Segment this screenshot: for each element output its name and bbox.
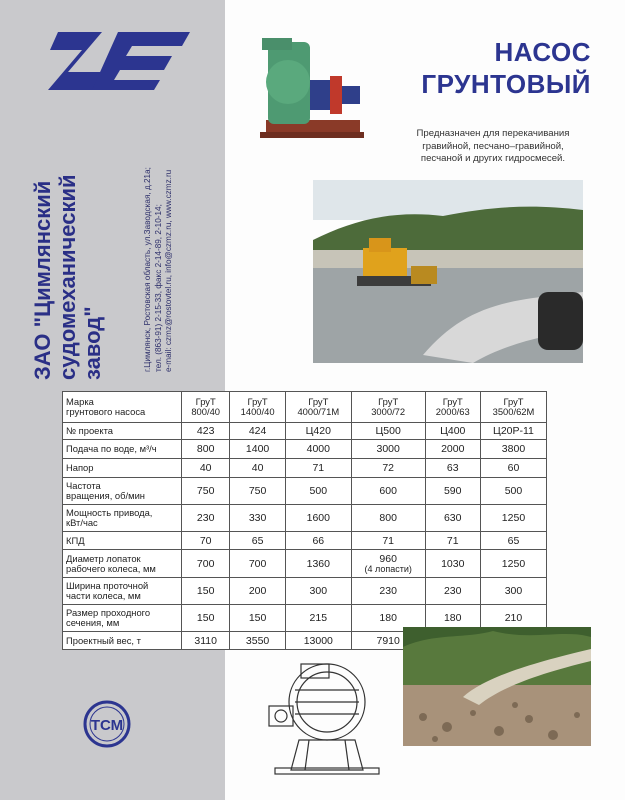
table-cell: Ц500 — [351, 423, 425, 440]
table-cell: 1250 — [480, 505, 546, 532]
title-line1: НАСОС — [494, 37, 591, 67]
table-row — [63, 440, 547, 459]
table-cell: 66 — [285, 532, 351, 550]
table-row — [63, 550, 547, 578]
table-cell: 40 — [182, 459, 230, 478]
table-header-row — [63, 392, 547, 423]
row-label: КПД — [63, 532, 182, 550]
table-cell: 180 — [425, 605, 480, 632]
table-cell: 71 — [285, 459, 351, 478]
table-cell: 3000 — [351, 440, 425, 459]
table-cell: 590 — [425, 478, 480, 505]
table-cell: 180 — [351, 605, 425, 632]
table-cell: 750 — [230, 478, 285, 505]
table-cell: 750 — [182, 478, 230, 505]
table-cell: 150 — [230, 605, 285, 632]
table-cell: 3550 — [230, 632, 285, 650]
table-cell: 4000 — [285, 440, 351, 459]
table-cell: 230 — [425, 578, 480, 605]
column-header: ГруТ 3000/72 — [351, 392, 425, 423]
table-cell: 65 — [230, 532, 285, 550]
table-cell: Ц400 — [425, 423, 480, 440]
row-label: Мощность привода, кВт/час — [63, 505, 182, 532]
company-name-line2: судомеханический — [55, 174, 80, 380]
table-row — [63, 459, 547, 478]
table-row — [63, 532, 547, 550]
cell-value: 960 — [379, 552, 397, 565]
table-cell: 150 — [182, 578, 230, 605]
description-line2: гравийной, песчано–гравийной, — [422, 140, 564, 152]
row-label: Диаметр лопаток рабочего колеса, мм — [63, 550, 182, 578]
table-cell: 630 — [425, 505, 480, 532]
company-name — [30, 95, 105, 380]
table-cell: 65 — [480, 532, 546, 550]
table-cell: Ц20Р-11 — [480, 423, 546, 440]
page-title — [421, 36, 591, 100]
table-cell: 40 — [230, 459, 285, 478]
company-address — [143, 107, 175, 372]
table-cell: 1250 — [480, 550, 546, 578]
address-line2: тел. (863-91) 2-15-33, факс 2-14-89, 2-10-14; — [153, 204, 163, 372]
address-line1: г.Цимлянск, Ростовская область, ул.Заводская, д.21а; — [143, 167, 152, 372]
table-cell: 500 — [285, 478, 351, 505]
table-cell: 3110 — [182, 632, 230, 650]
column-header: ГруТ 3500/62М — [480, 392, 546, 423]
table-row — [63, 423, 547, 440]
row-label: Подача по воде, м³/ч — [63, 440, 182, 459]
table-cell: 1360 — [285, 550, 351, 578]
row-label: Размер проходного сечения, мм — [63, 605, 182, 632]
table-cell: 13000 — [285, 632, 351, 650]
table-cell — [351, 550, 425, 578]
table-cell: 70 — [182, 532, 230, 550]
table-row — [63, 478, 547, 505]
table-cell: 230 — [351, 578, 425, 605]
table-cell: 150 — [182, 605, 230, 632]
gravel-photo — [403, 627, 591, 746]
table-row — [63, 578, 547, 605]
table-row — [63, 505, 547, 532]
table-cell: 71 — [425, 532, 480, 550]
table-cell: 424 — [230, 423, 285, 440]
table-cell: 215 — [285, 605, 351, 632]
row-label: Напор — [63, 459, 182, 478]
row-label: Частота вращения, об/мин — [63, 478, 182, 505]
table-cell: 210 — [480, 605, 546, 632]
row-label: Ширина проточной части колеса, мм — [63, 578, 182, 605]
column-header: ГруТ 2000/63 — [425, 392, 480, 423]
table-cell: 300 — [285, 578, 351, 605]
table-cell: 7910 — [351, 632, 425, 650]
address-line3: e-mail: czmz@rostovtel.ru, info@czmz.ru, www.czmz.ru — [164, 169, 173, 372]
column-header: ГруТ 800/40 — [182, 392, 230, 423]
row-label: Проектный вес, т — [63, 632, 182, 650]
table-cell: 72 — [351, 459, 425, 478]
description-line1: Предназначен для перекачивания — [416, 128, 570, 139]
table-cell: 800 — [351, 505, 425, 532]
table-cell: 1030 — [425, 550, 480, 578]
table-cell: 1600 — [285, 505, 351, 532]
pump-drawing-icon — [265, 650, 385, 776]
table-cell: 600 — [351, 478, 425, 505]
table-cell: 700 — [182, 550, 230, 578]
table-cell: 300 — [480, 578, 546, 605]
description-line3: песчаной и других гидросмесей. — [420, 153, 566, 164]
title-line2: ГРУНТОВЫЙ — [421, 69, 591, 99]
table-cell: 3800 — [480, 440, 546, 459]
table-cell: 71 — [351, 532, 425, 550]
row-label: № проекта — [63, 423, 182, 440]
pump-photo — [258, 28, 366, 146]
company-logo-icon — [40, 26, 200, 96]
cell-note: (4 лопасти) — [364, 563, 412, 574]
table-cell: 200 — [230, 578, 285, 605]
table-cell: 330 — [230, 505, 285, 532]
column-header: ГруТ 4000/71М — [285, 392, 351, 423]
table-cell: Ц420 — [285, 423, 351, 440]
column-header: ГруТ 1400/40 — [230, 392, 285, 423]
table-cell: 700 — [230, 550, 285, 578]
table-cell: 230 — [182, 505, 230, 532]
company-name-line1: ЗАО "Цимлянский — [30, 180, 55, 380]
table-cell: 500 — [480, 478, 546, 505]
table-cell: 800 — [182, 440, 230, 459]
description — [398, 128, 588, 166]
company-name-line3: завод" — [80, 306, 105, 380]
tsm-logo-icon — [83, 700, 131, 748]
table-header-label: Марка грунтового насоса — [63, 392, 182, 423]
table-cell: 2000 — [425, 440, 480, 459]
table-cell: 63 — [425, 459, 480, 478]
table-cell: 1400 — [230, 440, 285, 459]
tsm-logo-text: ТСМ — [90, 717, 124, 734]
table-cell: 60 — [480, 459, 546, 478]
bulldozer-photo — [313, 180, 583, 363]
table-cell: 423 — [182, 423, 230, 440]
specs-table — [62, 391, 547, 650]
